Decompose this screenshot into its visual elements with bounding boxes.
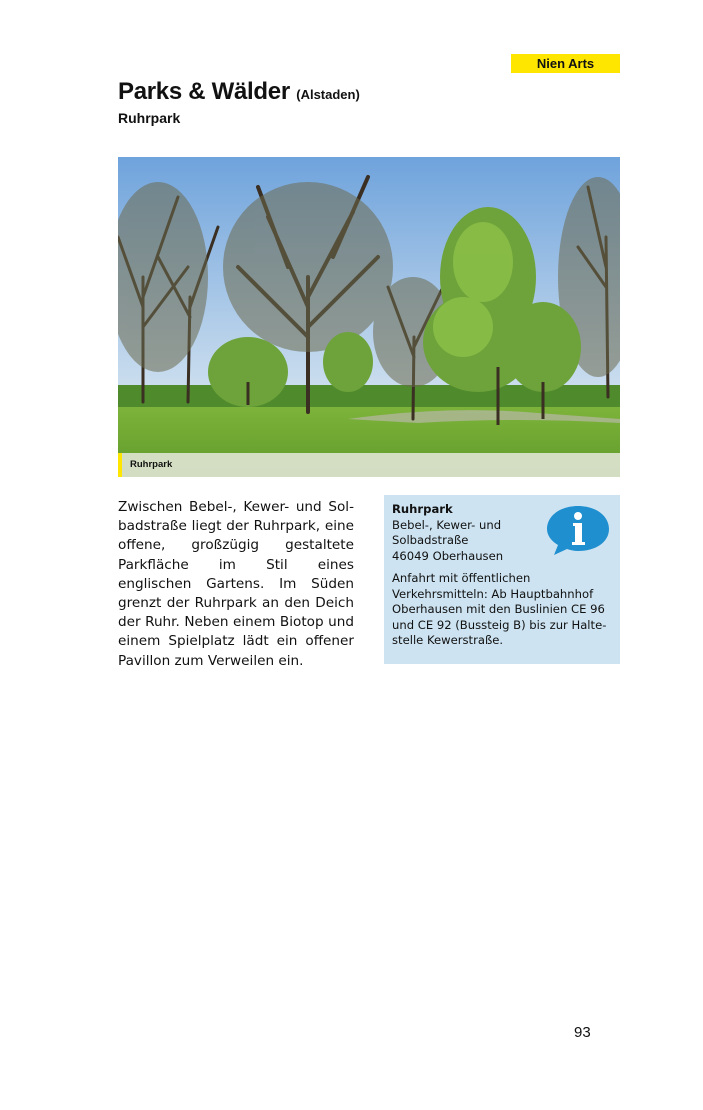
address-line: Bebel-, Kewer- und bbox=[392, 517, 502, 532]
category-tag: Nien Arts bbox=[511, 54, 620, 73]
park-photo-illustration bbox=[118, 157, 620, 477]
title-suffix: (Alstaden) bbox=[296, 87, 360, 102]
address-line: Solbadstraße bbox=[392, 533, 469, 547]
photo-caption-bar bbox=[118, 453, 620, 477]
title-main: Parks & Wälder bbox=[118, 78, 290, 105]
page-subtitle: Ruhrpark bbox=[118, 110, 181, 126]
page-number: 93 bbox=[574, 1024, 591, 1041]
info-speech-bubble-icon bbox=[546, 504, 610, 556]
caption-marker bbox=[118, 453, 122, 477]
info-transit: Anfahrt mit öffentlichen Verkehrsmitteln: Ab Hauptbahnhof Oberhausen mit den Buslinien CE 96 und CE 92 (Bussteig B) bis zur Haltestelle Kewerstraße. bbox=[392, 571, 607, 647]
info-name: Ruhrpark bbox=[392, 502, 453, 516]
photo-caption: Ruhrpark bbox=[130, 459, 173, 470]
info-address bbox=[392, 518, 542, 565]
page-title bbox=[118, 78, 360, 106]
body-paragraph: Zwischen Bebel-, Kewer- und Solbadstraße liegt der Ruhrpark, eine offene, großzügig gestaltete Parkfläche im Stil eines englischen Gartens. Im Süden grenzt der Ruhrpark an den Deich der Ruhr. Neben einem Biotop und einem Spielplatz lädt ein offener Pavillon zum Verweilen ein. bbox=[118, 499, 354, 669]
address-line: 46049 Oberhausen bbox=[392, 548, 504, 563]
park-photo bbox=[118, 157, 620, 477]
